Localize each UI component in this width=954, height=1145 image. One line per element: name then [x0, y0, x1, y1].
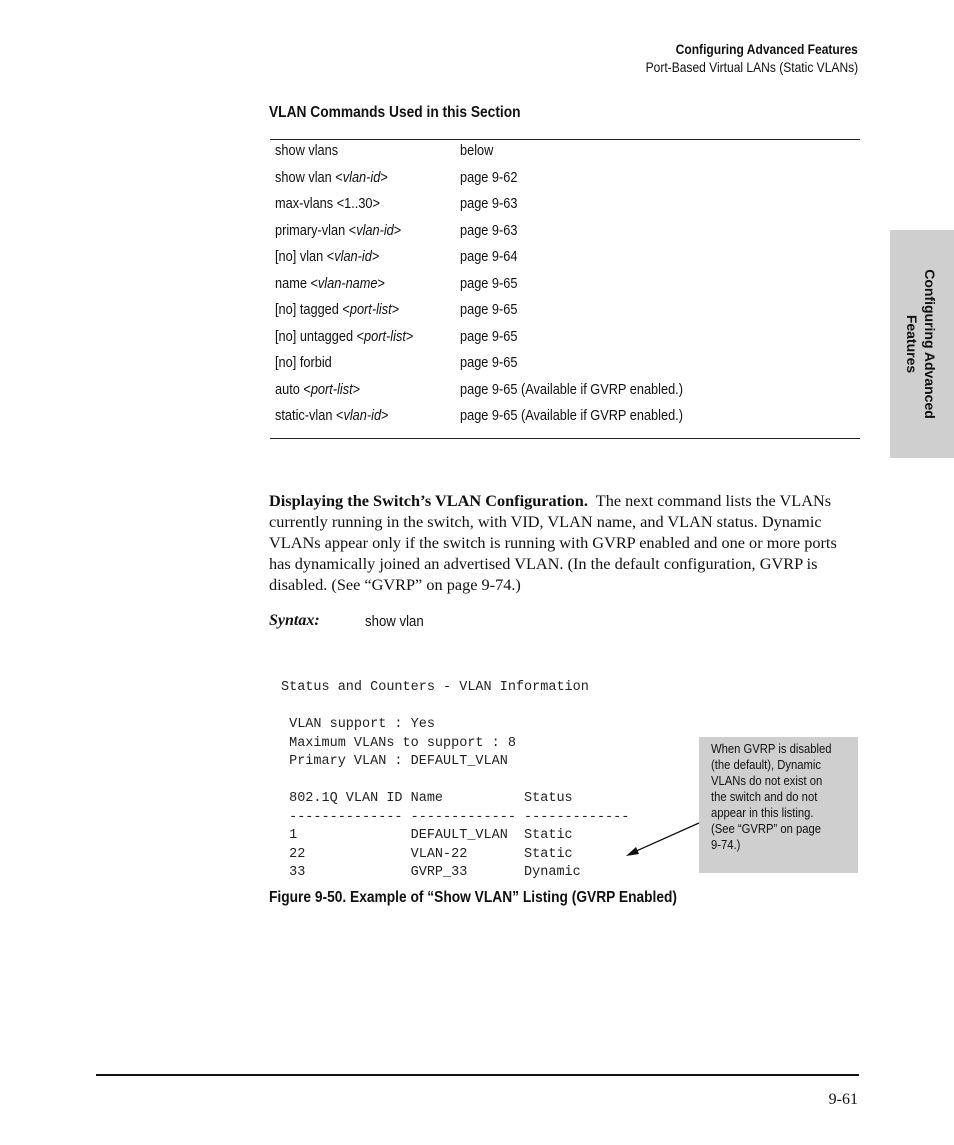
command-argument: port-list	[349, 302, 392, 318]
command-page-ref: page 9-63	[460, 196, 518, 212]
callout-line: When GVRP is disabled	[711, 742, 832, 756]
syntax-line	[269, 612, 424, 630]
body-text: The next command lists the VLANs currently running in the switch, with VID, VLAN name, and VLAN status. Dynamic VLANs appear only if the switch is running with GVRP enabled and one or more ports has dynamically joined an advertised VLAN. (In the default configuration, GVRP is disabled. (See “GVRP” on page 9-74.)	[269, 491, 837, 594]
command-syntax	[275, 223, 401, 239]
body-paragraph	[269, 490, 861, 595]
terminal-line: 802.1Q VLAN ID Name Status	[281, 791, 573, 806]
callout-line: appear in this listing.	[711, 806, 814, 820]
command-row	[270, 301, 860, 328]
running-header-section: Port-Based Virtual LANs (Static VLANs)	[645, 59, 858, 75]
command-text-end: >	[371, 249, 380, 265]
command-row	[270, 248, 860, 275]
command-syntax	[275, 408, 388, 424]
command-text: static-vlan <	[275, 408, 344, 424]
terminal-line	[281, 698, 629, 717]
callout-text	[711, 741, 855, 853]
figure-caption: Figure 9-50. Example of “Show VLAN” Listing (GVRP Enabled)	[269, 889, 678, 906]
command-syntax	[275, 170, 388, 186]
command-argument: vlan-id	[356, 222, 394, 239]
command-text-end: >	[381, 408, 389, 424]
command-argument: port-list	[364, 328, 406, 345]
callout-line: (the default), Dynamic	[711, 758, 822, 772]
syntax-command: show vlan	[365, 613, 424, 630]
command-page-ref: page 9-65	[460, 355, 518, 371]
command-argument: vlan-id	[342, 169, 381, 186]
command-page-ref: page 9-65	[460, 275, 518, 292]
command-text: show vlans	[275, 143, 339, 159]
command-text-end: >	[380, 169, 388, 186]
command-argument: vlan-id	[334, 249, 372, 265]
command-text: max-vlans <1..30>	[275, 196, 380, 212]
command-syntax	[275, 355, 332, 371]
command-text: primary-vlan <	[275, 222, 357, 239]
command-row	[270, 407, 860, 434]
command-text: show vlan <	[275, 169, 343, 186]
command-syntax	[275, 276, 385, 292]
command-text: [no] forbid	[275, 355, 332, 371]
terminal-line: 1 DEFAULT_VLAN Static	[281, 828, 573, 843]
command-page-ref: page 9-63	[460, 222, 518, 239]
running-header-chapter: Configuring Advanced Features	[675, 41, 858, 57]
commands-section-title: VLAN Commands Used in this Section	[269, 104, 521, 121]
command-page-ref: page 9-65 (Available if GVRP enabled.)	[460, 408, 683, 424]
commands-table	[270, 139, 860, 439]
command-text-end: >	[393, 222, 402, 239]
command-syntax	[275, 302, 399, 318]
side-tab-label	[903, 234, 939, 454]
command-row	[270, 354, 860, 381]
terminal-output	[281, 679, 629, 883]
side-tab-line-2: Features	[904, 314, 920, 374]
command-text: auto <	[275, 381, 311, 398]
terminal-line: Status and Counters - VLAN Information	[281, 680, 589, 695]
terminal-line	[281, 772, 629, 791]
command-argument: port-list	[310, 381, 353, 398]
command-text-end: >	[405, 328, 414, 345]
command-page-ref: below	[460, 143, 494, 159]
command-row	[270, 142, 860, 169]
command-text-end: >	[352, 381, 361, 398]
callout-line: the switch and do not	[711, 790, 818, 804]
terminal-line: 22 VLAN-22 Static	[281, 846, 573, 862]
terminal-line: Primary VLAN : DEFAULT_VLAN	[281, 754, 508, 769]
command-page-ref: page 9-64	[460, 249, 518, 265]
side-tab-line-1: Configuring Advanced	[922, 269, 938, 419]
command-page-ref: page 9-65 (Available if GVRP enabled.)	[460, 381, 683, 398]
command-row	[270, 275, 860, 302]
command-syntax	[275, 196, 380, 212]
syntax-label: Syntax:	[269, 612, 320, 629]
command-text: [no] tagged <	[275, 302, 350, 318]
command-row	[270, 328, 860, 355]
command-page-ref: page 9-65	[460, 328, 518, 345]
command-row	[270, 169, 860, 196]
command-row	[270, 222, 860, 249]
command-syntax	[275, 382, 360, 398]
command-argument: vlan-name	[317, 275, 378, 292]
command-row	[270, 195, 860, 222]
page-number: 9-61	[828, 1091, 858, 1108]
terminal-line: 33 GVRP_33 Dynamic	[281, 865, 581, 880]
callout-line: 9-74.)	[711, 838, 741, 852]
command-text-end: >	[391, 302, 400, 318]
footer-rule	[96, 1074, 859, 1076]
terminal-line: -------------- ------------- -------------	[281, 809, 630, 825]
command-page-ref: page 9-62	[460, 169, 518, 186]
command-syntax	[275, 329, 413, 345]
command-page-ref: page 9-65	[460, 302, 518, 318]
callout-line: VLANs do not exist on	[711, 774, 823, 788]
command-text: [no] vlan <	[275, 249, 335, 265]
terminal-line: Maximum VLANs to support : 8	[281, 735, 516, 751]
command-text: name <	[275, 275, 318, 292]
command-argument: vlan-id	[343, 408, 382, 424]
command-syntax	[275, 249, 379, 265]
command-row	[270, 381, 860, 408]
command-text-end: >	[377, 275, 385, 292]
callout-line: (See “GVRP” on page	[711, 822, 822, 836]
terminal-line: VLAN support : Yes	[281, 717, 435, 732]
command-text: [no] untagged <	[275, 328, 365, 345]
command-syntax	[275, 143, 338, 159]
body-heading: Displaying the Switch’s VLAN Configuration.	[269, 491, 588, 510]
